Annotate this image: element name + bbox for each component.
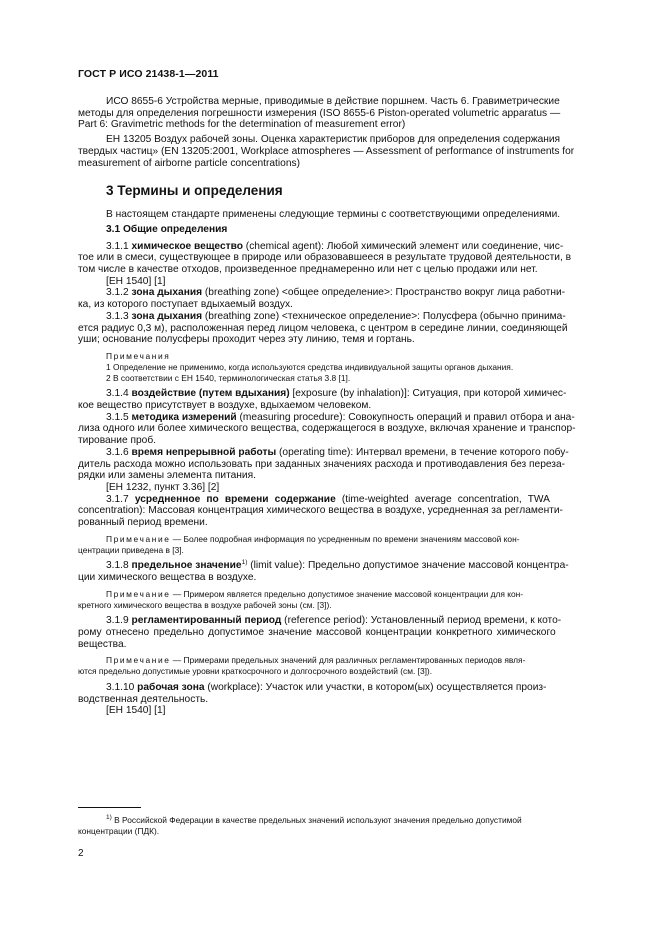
note-text-line: ются предельно допустимые уровни краткосрочного и долгосрочного воздействий (см. [3]). <box>78 666 433 677</box>
term-number: 3.1.4 <box>106 388 129 400</box>
term-3-1-3 <box>78 311 616 346</box>
notes-3-1-3 <box>78 351 616 383</box>
reference-line: методы для определения погрешности измерения (ISO 8655-6 Piston-operated volumetric apparatus — <box>78 107 561 119</box>
term-definition-line: тое или в смеси, существующее в природе или образовавшееся в результате трудовой деятельности, в <box>78 252 572 264</box>
term-definition: (workplace): Участок или участки, в котором(ых) осуществляется произ- <box>204 682 547 694</box>
term-number: 3.1.3 <box>106 310 129 322</box>
term-definition-line: дитель расхода можно использовать при заданных значениях расхода и противодавления без переза- <box>78 458 566 470</box>
footnote-text: В Российской Федерации в качестве предельных значений используют значения предельно допустимой <box>111 815 522 825</box>
term-name: химическое вещество <box>131 240 243 252</box>
term-definition-line: ка, из которого поступает вдыхаемый воздух. <box>78 299 293 311</box>
reference-line: Part 6: Gravimetric methods for the determination of measurement error) <box>78 119 406 131</box>
reference-line: ЕН 13205 Воздух рабочей зоны. Оценка характеристик приборов для определения содержания <box>106 134 561 146</box>
term-definition-line: уши; основание полусферы проходит через эту линию, темя и гортань. <box>78 334 415 346</box>
section-title: 3 Термины и определения <box>106 183 283 199</box>
term-name: предельное значение <box>131 560 242 572</box>
notes-label: Примечания <box>106 350 171 361</box>
term-definition: (breathing zone) <общее определение>: Пространство вокруг лица работни- <box>202 287 566 299</box>
note-label: Примечание <box>106 655 171 666</box>
term-definition: (chemical agent): Любой химический элемент или соединение, чис- <box>242 240 564 252</box>
footnote-separator <box>78 807 141 808</box>
term-number: 3.1.1 <box>106 240 129 252</box>
reference-line: ИСО 8655-6 Устройства мерные, приводимые в действие поршнем. Часть 6. Гравиметрические <box>106 96 560 107</box>
term-3-1-10 <box>78 682 616 717</box>
term-number: 3.1.7 <box>106 493 129 505</box>
term-number: 3.1.8 <box>106 560 129 572</box>
document-header: ГОСТ Р ИСО 21438-1—2011 <box>78 68 219 80</box>
term-3-1-8 <box>78 560 616 583</box>
note-item: 2 В соответствии с ЕН 1540, терминологическая статья 3.8 [1]. <box>106 372 351 383</box>
reference-en-13205 <box>78 134 616 169</box>
page-number: 2 <box>78 848 84 859</box>
note-text: — Более подробная информация по усредненным по времени значениям массовой кон- <box>170 533 520 544</box>
term-source-ref: [ЕН 1232, пункт 3.36] [2] <box>106 481 220 493</box>
term-3-1-6 <box>78 447 616 494</box>
term-name: рабочая зона <box>137 682 205 694</box>
note-3-1-8 <box>78 589 616 611</box>
term-name: регламентированный период <box>131 615 282 627</box>
footnote-text-line: концентрации (ПДК). <box>78 826 160 836</box>
note-item: 1 Определение не применимо, когда используются средства индивидуальной защиты органов дыхания. <box>106 361 514 372</box>
reference-line: твердых частиц» (EN 13205:2001, Workplace atmospheres — Assessment of performance of instruments for <box>78 145 575 157</box>
term-definition-line: лиза одного или более химического вещества, содержащегося в воздухе, включая хранение и транспор- <box>78 423 576 435</box>
term-definition-line: кое вещество присутствует в воздухе, вдыхаемом человеком. <box>78 400 372 412</box>
note-3-1-7 <box>78 534 616 556</box>
term-3-1-5 <box>78 412 616 447</box>
term-3-1-1 <box>78 241 616 288</box>
term-definition-line: рованный период времени. <box>78 517 208 529</box>
term-name: методика измерений <box>131 411 237 423</box>
footnote-ref[interactable]: 1) <box>241 559 248 567</box>
term-number: 3.1.10 <box>106 682 135 694</box>
term-definition: (reference period): Установленный период времени, к кото- <box>281 615 562 627</box>
reference-line: measurement of airborne particle concentrations) <box>78 157 300 169</box>
note-text: — Примерами предельных значений для различных регламентированных периодов явля- <box>170 655 526 666</box>
term-definition: (measuring procedure): Совокупность операций и правил отбора и ана- <box>236 411 575 423</box>
term-source-ref: [ЕН 1540] [1] <box>106 705 166 717</box>
footnote-mark: 1) <box>106 814 112 821</box>
term-name: зона дыхания <box>131 287 203 299</box>
term-3-1-4 <box>78 388 616 411</box>
term-definition-line: concentration): Массовая концентрация химического вещества в воздухе, усредненная за регламенти- <box>78 505 563 517</box>
footnote <box>78 815 616 837</box>
term-definition: [exposure (by inhalation)]: Ситуация, при которой химичес- <box>289 388 567 400</box>
term-3-1-7 <box>78 494 616 529</box>
term-name: время непрерывной работы <box>131 446 277 458</box>
note-3-1-9 <box>78 655 616 677</box>
term-source-ref: [ЕН 1540] [1] <box>106 275 166 287</box>
term-number: 3.1.2 <box>106 287 129 299</box>
term-number: 3.1.5 <box>106 411 129 423</box>
note-text-line: центрации приведена в [3]. <box>78 544 184 555</box>
term-definition-line: том числе в качестве отходов, произведенное преднамеренно или нет с целью продажи или нет. <box>78 264 538 276</box>
term-definition-line: рядки или замены элемента питания. <box>78 470 256 482</box>
section-intro: В настоящем стандарте применены следующие термины с соответствующими определениями. <box>106 209 561 221</box>
term-name: воздействие (путем вдыхания) <box>131 388 290 400</box>
term-3-1-9 <box>78 615 616 650</box>
term-number: 3.1.9 <box>106 615 129 627</box>
subsection-title: 3.1 Общие определения <box>106 223 228 235</box>
term-definition: (breathing zone) <техническое определение>: Полусфера (обычно принима- <box>202 310 566 322</box>
term-definition-line: ется радиус 0,3 м), расположенная перед лицом человека, с центром в середине линии, соединяющей <box>78 322 568 334</box>
term-definition: (time-weighted average concentration, TWA <box>335 493 550 505</box>
note-text: — Примером является предельно допустимое значение массовой концентрации для кон- <box>170 588 524 599</box>
note-text-line: кретного химического вещества в воздухе рабочей зоны (см. [3]). <box>78 599 332 610</box>
term-name: зона дыхания <box>131 310 203 322</box>
note-label: Примечание <box>106 588 171 599</box>
term-name: усредненное по времени содержание <box>134 493 336 505</box>
reference-iso-8655-6 <box>78 96 616 131</box>
term-definition-line: вещества. <box>78 638 127 650</box>
note-label: Примечание <box>106 533 171 544</box>
term-definition-line: водственная деятельность. <box>78 693 209 705</box>
term-definition: (operating time): Интервал времени, в течение которого побу- <box>276 446 569 458</box>
term-number: 3.1.6 <box>106 446 129 458</box>
term-definition: (limit value): Предельно допустимое значение массовой концентра- <box>247 560 569 572</box>
term-definition-line: рому отнесено предельно допустимое значение массовой концентрации конкретного химического <box>78 627 556 639</box>
page-content <box>78 96 616 717</box>
term-definition-line: ции химического вещества в воздухе. <box>78 572 257 584</box>
term-3-1-2 <box>78 287 616 310</box>
term-definition-line: тирование проб. <box>78 435 156 447</box>
